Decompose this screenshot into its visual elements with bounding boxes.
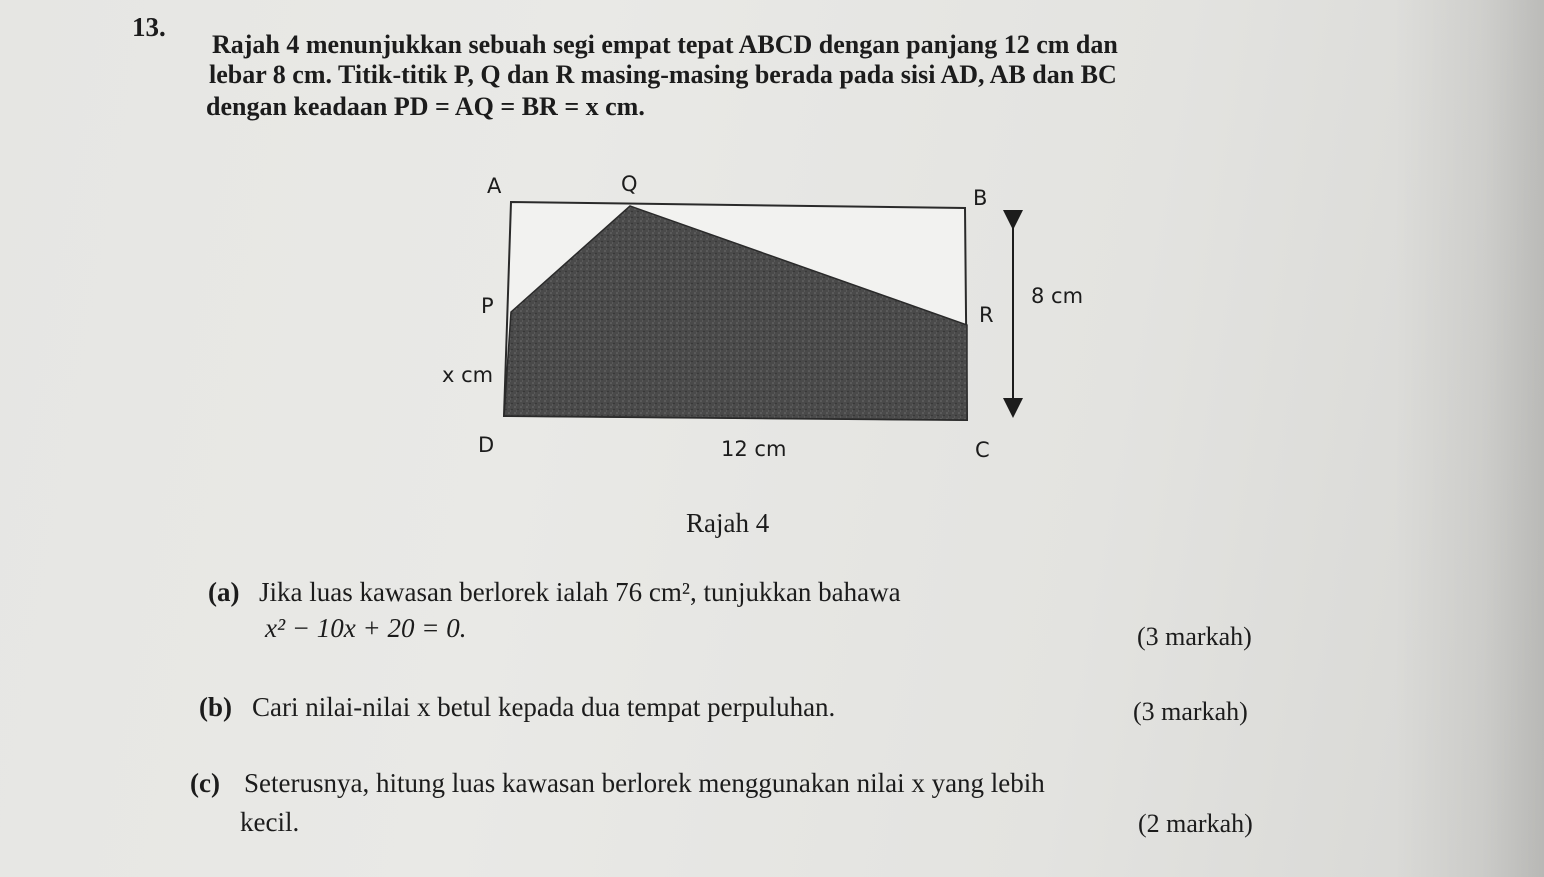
part-c-text-continued: kecil. [240, 807, 300, 837]
vertex-label-p: P [481, 294, 494, 318]
part-c-letter: (c) [190, 768, 220, 798]
length-label: 12 cm [721, 437, 787, 461]
part-c-text: Seterusnya, hitung luas kawasan berlorek menggunakan nilai x yang lebih [244, 768, 1045, 798]
part-a-letter: (a) [208, 577, 240, 607]
question-stem-line-2: lebar 8 cm. Titik-titik P, Q dan R masing-masing berada pada sisi AD, AB dan BC [209, 60, 1117, 89]
part-a-text: Jika luas kawasan berlorek ialah 76 cm², tunjukkan bahawa [259, 577, 901, 607]
height-label: 8 cm [1031, 284, 1084, 308]
page-edge-shadow [1394, 0, 1544, 877]
vertex-label-d: D [478, 433, 495, 457]
vertex-label-c: C [975, 438, 990, 462]
pd-length-label: x cm [442, 363, 494, 387]
rectangle-figure [430, 160, 1130, 480]
part-b-letter: (b) [199, 692, 232, 722]
part-a-marks: (3 markah) [1137, 622, 1252, 651]
question-stem-line-1: Rajah 4 menunjukkan sebuah segi empat tepat ABCD dengan panjang 12 cm dan [212, 30, 1118, 59]
part-a-equation: x² − 10x + 20 = 0. [265, 613, 467, 643]
figure-caption: Rajah 4 [686, 508, 770, 538]
part-b-marks: (3 markah) [1133, 697, 1248, 726]
part-c-marks: (2 markah) [1138, 809, 1253, 838]
vertex-label-b: B [973, 186, 988, 210]
vertex-label-a: A [487, 174, 502, 198]
part-b-text: Cari nilai-nilai x betul kepada dua tempat perpuluhan. [252, 692, 836, 722]
question-number: 13. [132, 12, 166, 42]
vertex-label-r: R [979, 303, 994, 327]
vertex-label-q: Q [621, 172, 638, 196]
question-stem-line-3: dengan keadaan PD = AQ = BR = x cm. [206, 92, 645, 121]
